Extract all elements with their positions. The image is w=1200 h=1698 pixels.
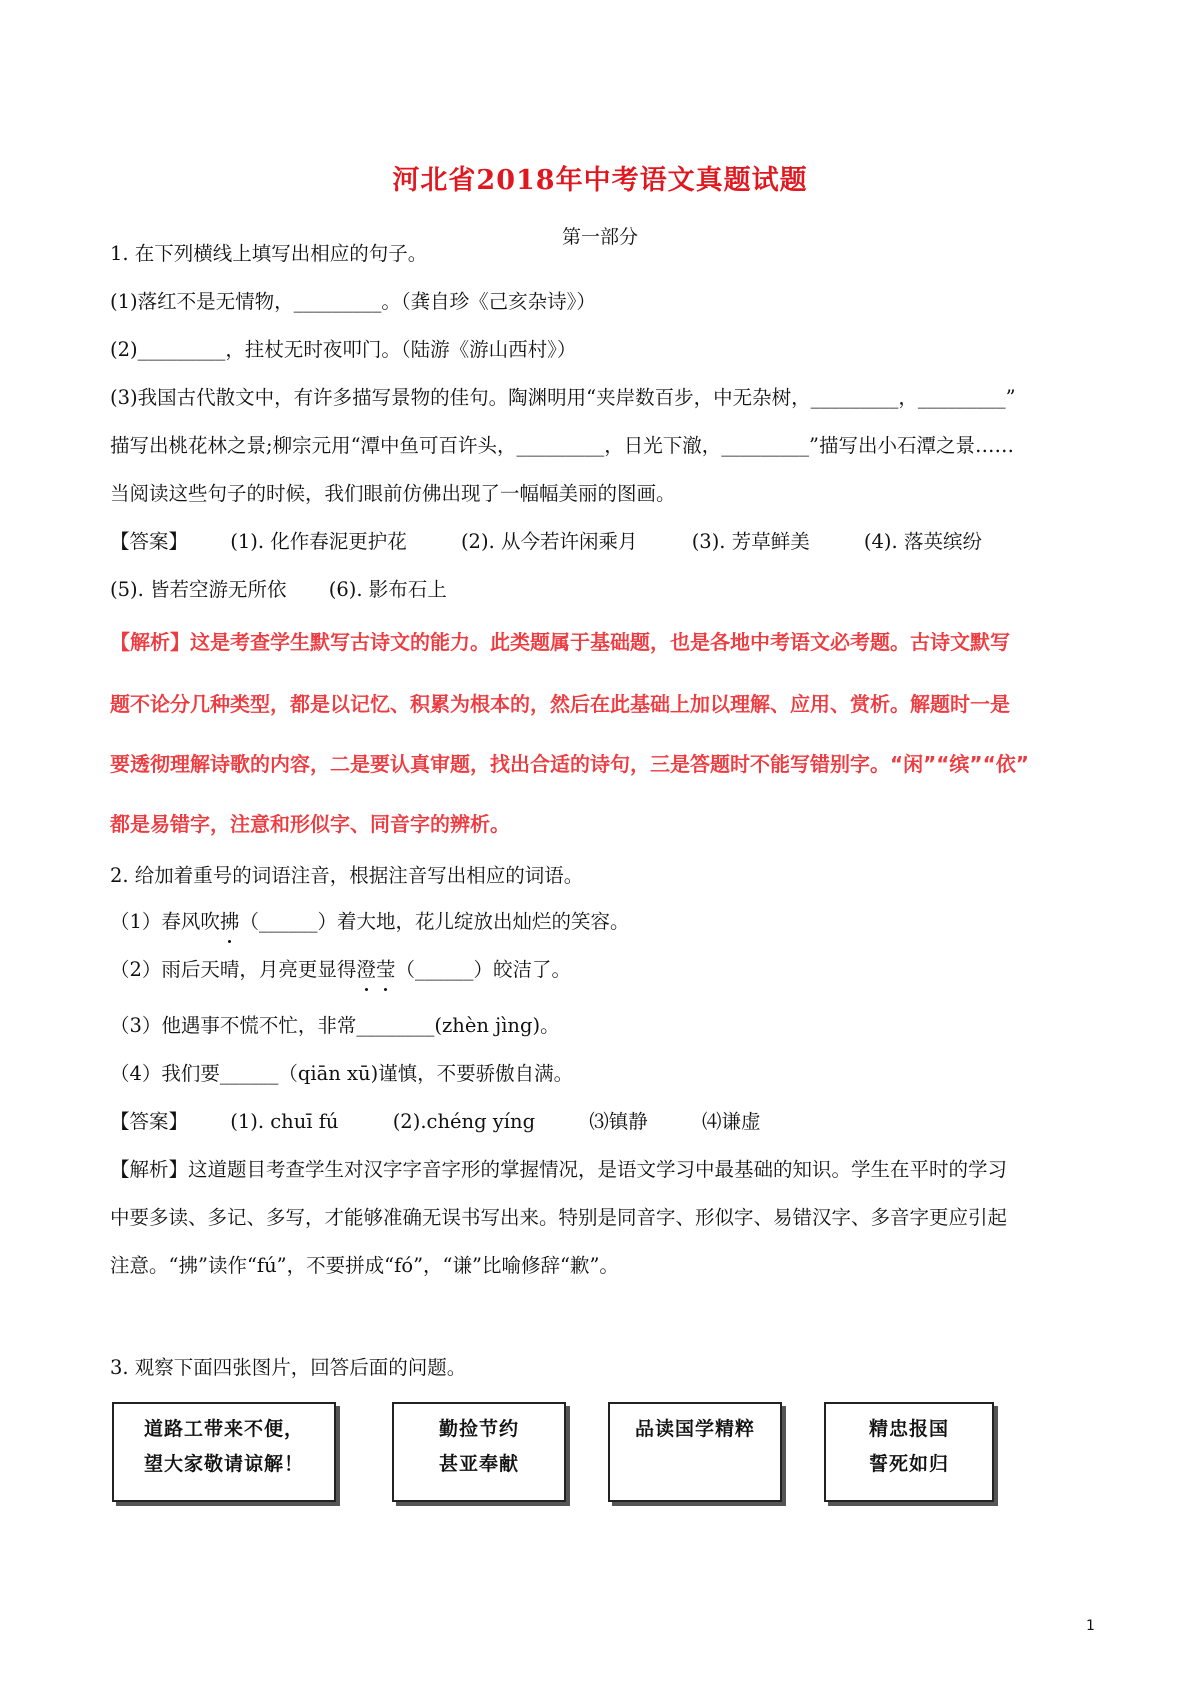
page-title: 河北省2018年中考语文真题试题 — [392, 165, 808, 196]
q1-item-3-line-3: 当阅读这些句子的时候，我们眼前仿佛出现了一幅幅美丽的图画。 — [110, 482, 676, 505]
card-text: 望大家敬请谅解！ — [143, 1453, 304, 1475]
card-text: 道路工带来不便， — [143, 1418, 304, 1440]
emphasized-char: 拂 — [220, 908, 240, 936]
q2-item-1 — [110, 908, 1100, 936]
picture-card-2 — [392, 1402, 566, 1502]
answer-item: ⑶镇静 — [589, 1110, 648, 1133]
card-text: 品读国学精粹 — [634, 1418, 755, 1440]
q1-item-3-line-1: (3)我国古代散文中，有许多描写景物的佳句。陶渊明用“夹岸数百步，中无杂树，_________，_________” — [110, 386, 1016, 409]
emphasized-char: 澄 — [356, 956, 376, 984]
q3-prompt: 3. 观察下面四张图片，回答后面的问题。 — [110, 1356, 467, 1379]
q2-analysis-line-3: 注意。“拂”读作“fú”，不要拼成“fó”，“谦”比喻修辞“歉”。 — [110, 1254, 619, 1277]
answer-item: (2). 从今若许闲乘月 — [460, 530, 638, 553]
q2-item-2 — [110, 956, 1100, 984]
q1-answer-line-1 — [110, 528, 1100, 556]
answer-item: (1). chuī fú — [230, 1110, 339, 1133]
answer-item: ⑷谦虚 — [702, 1110, 761, 1133]
q2-item-2-text-rest: （______）皎洁了。 — [395, 958, 571, 981]
answer-label: 【答案】 — [110, 1110, 189, 1133]
q1-item-2: (2)_________，拄杖无时夜叩门。（陆游《游山西村》） — [110, 338, 577, 361]
q2-prompt: 2. 给加着重号的词语注音，根据注音写出相应的词语。 — [110, 864, 584, 887]
q1-analysis-line-3: 要透彻理解诗歌的内容，二是要认真审题，找出合适的诗句，三是答题时不能写错别字。“闲”“缤”“依” — [110, 752, 1029, 776]
q2-item-1-text-rest: （______）着大地，花儿绽放出灿烂的笑容。 — [239, 910, 630, 933]
answer-item: (5). 皆若空游无所依 — [110, 578, 287, 601]
card-text: 精忠报国 — [868, 1418, 949, 1440]
answer-item: (3). 芳草鲜美 — [691, 530, 810, 553]
card-text: 誓死如归 — [868, 1453, 949, 1475]
q2-item-4: （4）我们要______（qiān xū)谨慎，不要骄傲自满。 — [110, 1062, 574, 1085]
q1-analysis-line-4: 都是易错字，注意和形似字、同音字的辨析。 — [110, 812, 510, 836]
q1-analysis-line-1: 【解析】这是考查学生默写古诗文的能力。此类题属于基础题，也是各地中考语文必考题。古诗文默写 — [110, 630, 1010, 654]
q2-item-1-text: （1）春风吹 — [110, 910, 220, 933]
q1-answer-line-2 — [110, 576, 1100, 604]
q2-analysis-line-1: 【解析】这道题目考查学生对汉字字音字形的掌握情况，是语文学习中最基础的知识。学生在平时的学习 — [110, 1158, 1008, 1181]
q2-analysis-line-2: 中要多读、多记、多写，才能够准确无误书写出来。特别是同音字、形似字、易错汉字、多音字更应引起 — [110, 1206, 1008, 1229]
q2-answer-line — [110, 1108, 1100, 1136]
emphasized-char: 莹 — [376, 956, 396, 984]
page-number: 1 — [1086, 1618, 1095, 1634]
q1-item-1: (1)落红不是无情物，_________。（龚自珍《己亥杂诗》） — [110, 290, 596, 313]
q2-item-3: （3）他遇事不慌不忙，非常________(zhèn jìng)。 — [110, 1014, 560, 1037]
answer-item: (4). 落英缤纷 — [863, 530, 982, 553]
picture-cards — [110, 1402, 1100, 1506]
picture-card-4 — [824, 1402, 994, 1502]
card-text: 勤捡节约 — [438, 1418, 519, 1440]
answer-item: (6). 影布石上 — [328, 578, 447, 601]
picture-card-1 — [112, 1402, 336, 1502]
q1-analysis-line-2: 题不论分几种类型，都是以记忆、积累为根本的，然后在此基础上加以理解、应用、赏析。解题时一是 — [110, 692, 1010, 716]
picture-card-3 — [608, 1402, 782, 1502]
q1-prompt: 1. 在下列横线上填写出相应的句子。 — [110, 242, 428, 265]
answer-item: (1). 化作春泥更护花 — [230, 530, 407, 553]
section-heading: 第一部分 — [561, 226, 638, 248]
answer-label: 【答案】 — [110, 530, 189, 553]
q2-item-2-text: （2）雨后天晴，月亮更显得 — [110, 958, 357, 981]
card-text: 甚亚奉献 — [438, 1453, 519, 1475]
q1-item-3-line-2: 描写出桃花林之景;柳宗元用“潭中鱼可百许头，_________，日光下澈，_________”描写出小石潭之景…… — [110, 434, 1015, 457]
answer-item: (2).chéng yíng — [392, 1110, 536, 1133]
